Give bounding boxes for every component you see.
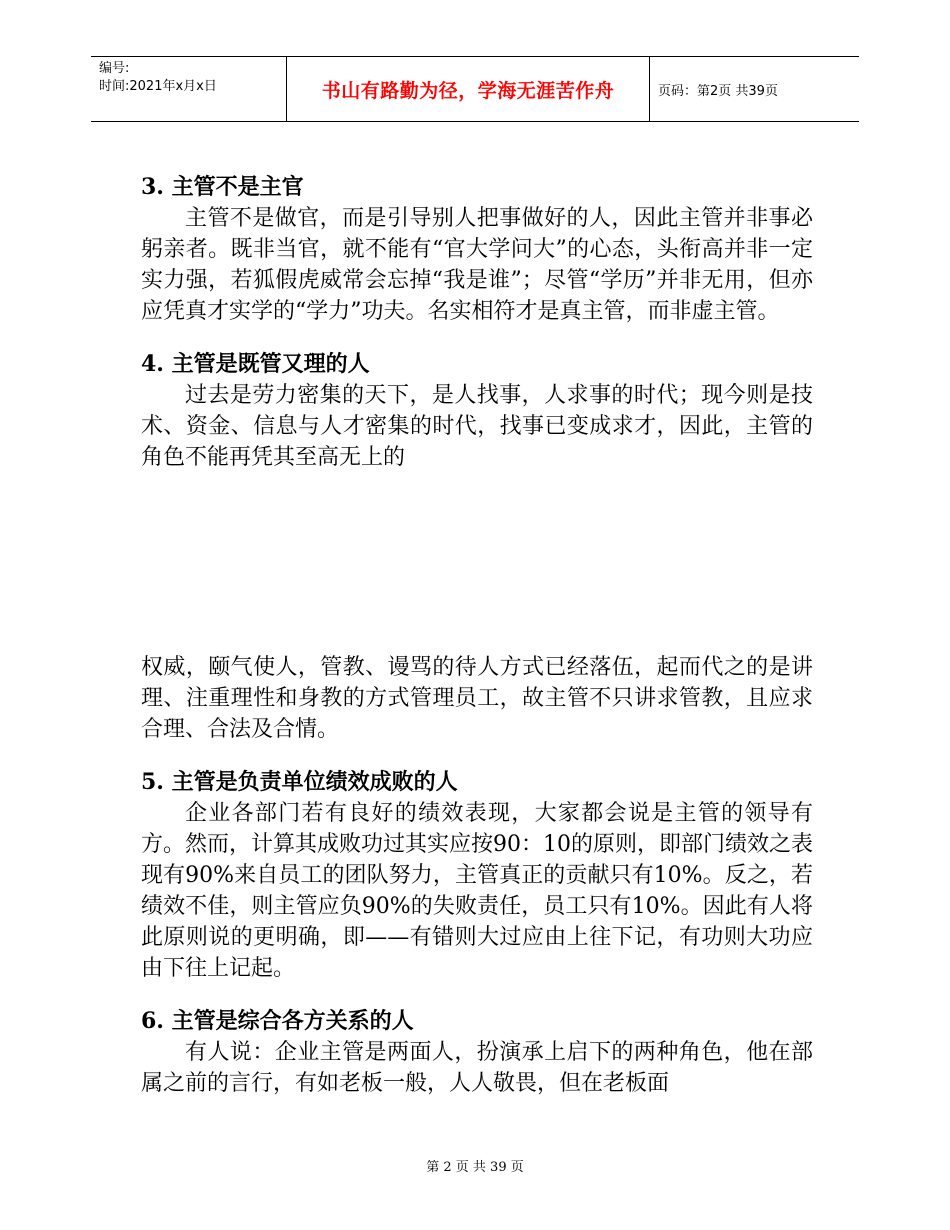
content-block-top <box>141 172 813 473</box>
header-meta-cell <box>91 57 287 121</box>
header-page-info: 页码：第2页 共39页 <box>658 83 778 99</box>
section-4 <box>141 349 813 473</box>
section-5 <box>141 767 813 984</box>
header-motto-cell <box>287 57 650 121</box>
header-page-cell <box>650 57 859 121</box>
number-label: 编号: <box>99 61 130 76</box>
section-title: 5. 主管是负责单位绩效成败的人 <box>141 769 458 795</box>
section-4-continuation <box>141 652 813 745</box>
section-paragraph: 过去是劳力密集的天下，是人找事，人求事的时代；现今则是技术、资金、信息与人才密集的时代，找事已变成求才，因此，主管的角色不能再凭其至高无上的 <box>141 383 813 470</box>
section-3 <box>141 172 813 327</box>
page-header <box>91 56 859 122</box>
footer-page-number: 第 2 页 共 39 页 <box>426 1160 524 1175</box>
time-label: 时间:2021年x月x日 <box>99 79 217 94</box>
continuation-paragraph: 权威，颐气使人，管教、谩骂的待人方式已经落伍，起而代之的是讲理、注重理性和身教的方式管理员工，故主管不只讲求管教，且应求合理、合法及合情。 <box>141 655 813 742</box>
section-6 <box>141 1006 813 1099</box>
header-motto: 书山有路勤为径，学海无涯苦作舟 <box>321 79 615 102</box>
section-paragraph: 企业各部门若有良好的绩效表现，大家都会说是主管的领导有方。然而，计算其成败功过其实应按90：10的原则，即部门绩效之表现有90%来自员工的团队努力，主管真正的贡献只有10%。反之，若绩效不佳，则主管应负90%的失败责任，员工只有10%。因此有人将此原则说的更明确，即——有错则大过应由上往下记，有功则大功应由下往上记起。 <box>141 801 813 981</box>
section-title: 4. 主管是既管又理的人 <box>141 351 370 377</box>
section-paragraph: 主管不是做官，而是引导别人把事做好的人，因此主管并非事必躬亲者。既非当官，就不能有“官大学问大”的心态，头衔高并非一定实力强，若狐假虎威常会忘掉“我是谁”；尽管“学历”并非无用，但亦应凭真才实学的“学力”功夫。名实相符才是真主管，而非虚主管。 <box>141 206 813 324</box>
page-footer <box>0 1156 950 1175</box>
section-paragraph: 有人说：企业主管是两面人，扮演承上启下的两种角色，他在部属之前的言行，有如老板一般，人人敬畏，但在老板面 <box>141 1040 813 1096</box>
section-title: 6. 主管是综合各方关系的人 <box>141 1008 414 1034</box>
section-title: 3. 主管不是主官 <box>141 174 304 200</box>
content-block-bottom <box>141 652 813 1099</box>
